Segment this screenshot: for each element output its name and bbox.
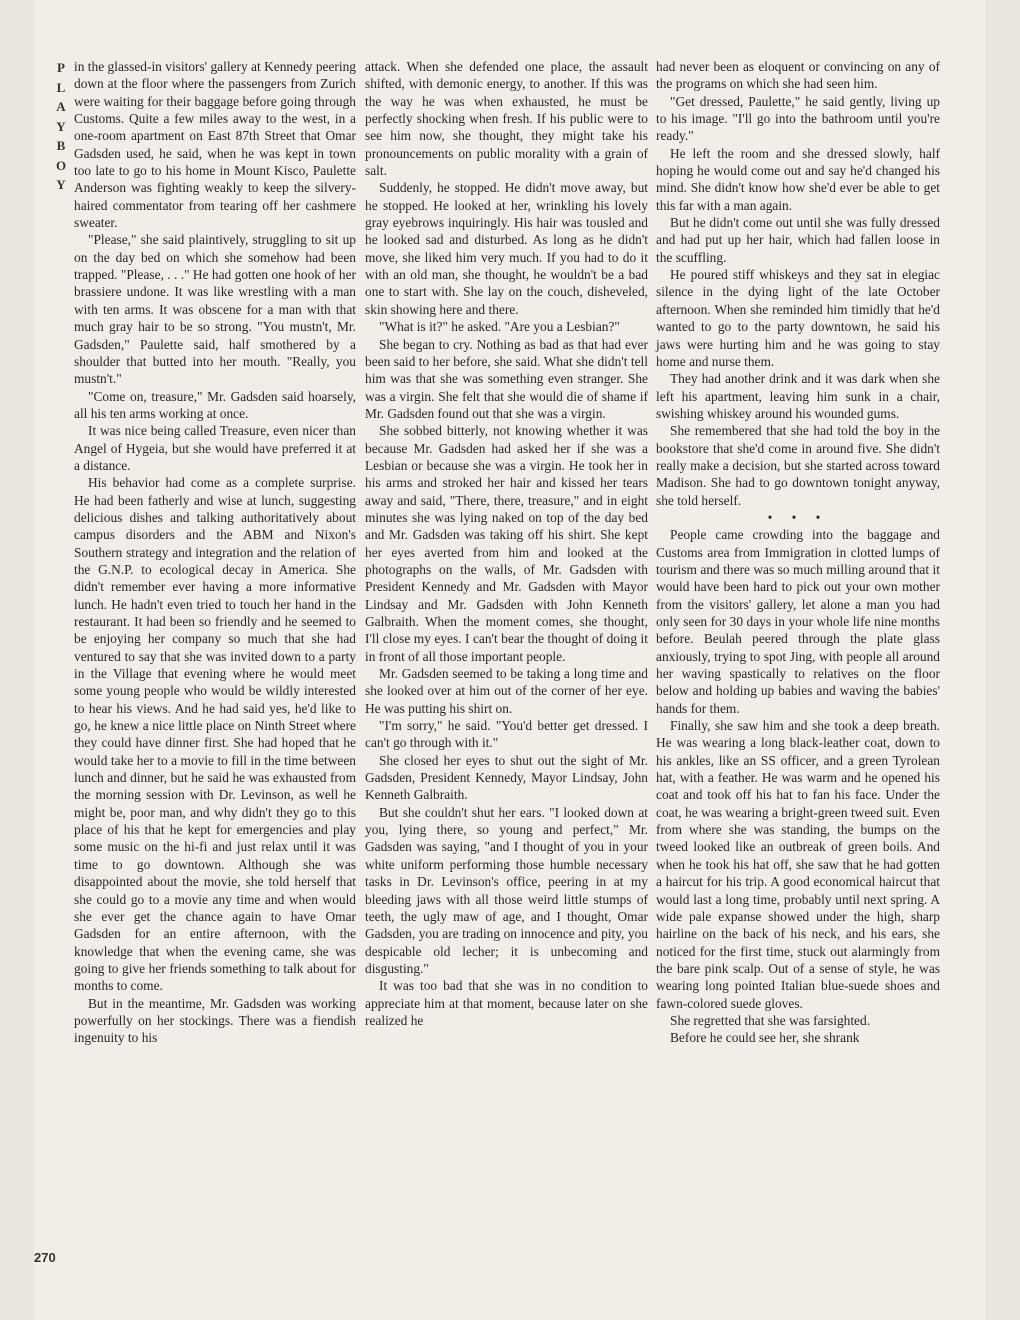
paragraph: She remembered that she had told the boy in the bookstore that she'd come in around five. She didn't really make a decision, but she started across toward Madison. She had to go downtown tonight anyway, she told herself. [656, 423, 940, 508]
paragraph: She began to cry. Nothing as bad as that had ever been said to her before, she said. What she didn't tell him was that she was something even stranger. She was a virgin. She felt that she would die of shame if Mr. Gadsden found out that she was a virgin. [365, 336, 648, 421]
paragraph: It was too bad that she was in no condition to appreciate him at that moment, because later on she realized he [365, 978, 648, 1028]
paragraph: He left the room and she dressed slowly, half hoping he would come out and say he'd changed his mind. She didn't know how she'd ever be able to get this far with a man again. [656, 145, 940, 213]
paragraph: "Come on, treasure," Mr. Gadsden said hoarsely, all his ten arms working at once. [74, 388, 356, 421]
paragraph: "What is it?" he asked. "Are you a Lesbian?" [379, 319, 620, 335]
masthead-letter: P [57, 60, 65, 75]
paragraph: attack. When she defended one place, the assault shifted, with demonic energy, to another. If this was the way he was when exhausted, he must be perfectly shocking when fresh. If his public were to see him now, she thought, they might take his pronouncements on public morality with a grain of salt. [365, 59, 648, 179]
paragraph: But in the meantime, Mr. Gadsden was working powerfully on her stockings. There was a fiendish ingenuity to his [74, 995, 356, 1046]
text-column-1 [74, 58, 356, 1047]
paragraph: had never been as eloquent or convincing on any of the programs on which she had seen him. [656, 59, 940, 92]
masthead-letter: Y [56, 177, 66, 192]
paragraph: "Get dressed, Paulette," he said gently, living up to his image. "I'll go into the bathroom until you're ready." [656, 93, 940, 144]
page-number: 270 [34, 1250, 56, 1265]
paragraph: He poured stiff whiskeys and they sat in elegiac silence in the dying light of the late October afternoon. When she reminded him timidly that he'd wanted to go to the party downtown, he said his jaws were hurting him and he was going to stay home and nurse them. [656, 267, 940, 369]
paragraph: Finally, she saw him and she took a deep breath. He was wearing a long black-leather coat, down to his ankles, like an SS officer, and a green Tyrolean hat, with a feather. He was warm and he opened his coat and took off his hat to fan his face. Under the coat, he was wearing a bright-green tweed suit. Even from where she was standing, the bumps on the tweed looked like an outbreak of green boils. And when he took his hat off, she saw that he had gotten a haircut for his trip. A good economical haircut that would last a long time, probably until next spring. A wide pale expanse showed under the high, sharp hairline on the back of his neck, and his ears, she noticed for the first time, stuck out alarmingly from the bare pink scalp. Out of a sense of style, he was wearing long pointed Italian blue-suede shoes and fawn-colored suede gloves. [656, 718, 940, 1011]
paragraph: But she couldn't shut her ears. "I looked down at you, lying there, so young and perfect," Mr. Gadsden was saying, "and I thought of you in your white uniform performing those humble necessary tasks in Dr. Levinson's office, peering in at my bleeding jaws with all those weird little stumps of teeth, the ugly maw of age, and I thought, Omar Gadsden, you are trading on innocence and pity, you despicable old lecher; it is unbecoming and disgusting." [365, 804, 648, 976]
paragraph: Before he could see her, she shrank [670, 1030, 860, 1046]
masthead-vertical [54, 58, 68, 195]
paragraph: She closed her eyes to shut out the sight of Mr. Gadsden, President Kennedy, Mayor Lindsay, John Kenneth Galbraith. [365, 752, 648, 803]
paragraph: His behavior had come as a complete surprise. He had been fatherly and wise at lunch, suggesting delicious dishes and talking authoritatively about campus disorders and the ABM and Nixon's Southern strategy and integration and the relation of the G.N.P. to ecological decay in America. She didn't remember ever having a more informative lunch. He hadn't even tried to touch her hand in the restaurant. It had been so friendly and he seemed to be enjoying her company so much that she had ventured to say that she was invited down to a party in the Village that evening where he would meet some young people who would be wildly interested to hear his views. And he had said yes, he'd like to go, he knew a nice little place on Ninth Street where they could have dinner first. She had hoped that he would take her to a movie to fill in the time between lunch and dinner, but he said he was exhausted from the morning session with Dr. Levinson, as well he might be, poor man, and why didn't they go to this place of his that he kept for emergencies and play some music on the hi-fi and just relax until it was time to go downtown. Although she was disappointed about the movie, she told herself that she could go to a movie any time and when would she ever get the chance again to have Omar Gadsden for an entire afternoon, with the knowledge that when the evening came, she was going to give her friends something to talk about for months to come. [74, 475, 356, 994]
text-column-3 [656, 58, 940, 1047]
paragraph: It was nice being called Treasure, even nicer than Angel of Hygeia, but she would have preferred it at a distance. [74, 423, 356, 473]
paragraph: "I'm sorry," he said. "You'd better get dressed. I can't go through with it." [365, 718, 648, 751]
paragraph: She regretted that she was farsighted. [670, 1012, 871, 1028]
paragraph: People came crowding into the baggage and Customs area from Immigration in clotted lumps of tourism and there was so much milling around that it would have been hard to pick out your own mother from the visitors' gallery, let alone a man you had only seen for 30 days in your whole life nine months before. Beulah peered through the plate glass anxiously, trying to spot Jing, with people all around her waving spastically to relatives on the floor below and holding up babies and waving the babies' hands for them. [656, 527, 940, 716]
paragraph: But he didn't come out until she was fully dressed and had put up her hair, which had fallen loose in the scuffling. [656, 215, 940, 265]
masthead-letter: L [56, 79, 66, 95]
masthead-letter: Y [56, 118, 66, 134]
paragraph: Mr. Gadsden seemed to be taking a long time and she looked over at him out of the corner of her eye. He was putting his shirt on. [365, 666, 648, 716]
paragraph: in the glassed-in visitors' gallery at Kennedy peering down at the floor where the passengers from Zurich were waiting for their baggage before going through Customs. Quite a few miles away to the west, in a one-room apartment on East 87th Street that Omar Gadsden used, he said, when he was kept in town too late to go to his home in Mount Kisco, Paulette Anderson was fighting weakly to keep the silvery-haired commentator from tearing off her cashmere sweater. [74, 59, 356, 231]
masthead-letter: O [55, 157, 67, 173]
paragraph: She sobbed bitterly, not knowing whether it was because Mr. Gadsden had asked her if she was a Lesbian or because she was a virgin. He took her in his arms and stroked her hair and kissed her tears away and said, "There, there, treasure," and in eight minutes she was lying naked on top of the day bed and Mr. Gadsden was taking off his shirt. She kept her eyes averted from him and looked at the photographs on the walls, of Mr. Gadsden with President Kennedy and Mr. Gadsden with Mayor Lindsay and Mr. Gadsden with John Kenneth Galbraith. When the moment comes, she thought, I'll close my eyes. I can't bear the thought of doing it in front of all those important people. [365, 423, 648, 664]
text-column-2 [365, 58, 648, 1029]
paragraph: They had another drink and it was dark when she left his apartment, leaving him sunk in a chair, swishing whiskey around his wounded gums. [656, 371, 940, 421]
magazine-page [34, 0, 986, 1320]
masthead-letter: B [56, 138, 66, 153]
paragraph: Suddenly, he stopped. He didn't move away, but he stopped. He looked at her, wrinkling his lovely gray eyebrows inquiringly. His hair was tousled and he looked sad and disturbed. As long as he didn't move, she liked him very much. If you had to do it with an old man, she thought, he wouldn't be a bad one to start with. She lay on the couch, disheveled, skin showing here and there. [365, 180, 648, 317]
section-break: • • • [767, 509, 829, 525]
masthead-letter: A [56, 99, 66, 114]
paragraph: "Please," she said plaintively, struggling to sit up on the day bed on which she somehow had been trapped. "Please, . . ." He had gotten one hook of her brassiere undone. It was like wrestling with a man with ten arms. It was obscene for a man with that much gray hair to be so strong. "You mustn't, Mr. Gadsden," Paulette said, half smothered by a shoulder that butted into her mouth. "Really, you mustn't." [74, 232, 356, 387]
